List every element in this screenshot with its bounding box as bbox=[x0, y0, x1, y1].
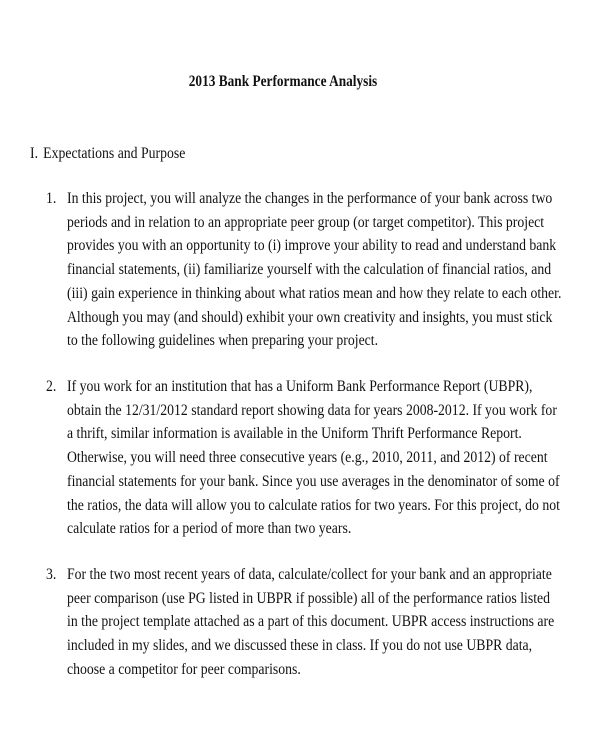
text-line: choose a competitor for peer comparisons. bbox=[67, 660, 301, 678]
list-item-number: 1. bbox=[46, 190, 57, 207]
text-line: (iii) gain experience in thinking about what ratios mean and how they relate to each other. bbox=[67, 284, 562, 302]
section-number: I. bbox=[30, 145, 39, 162]
list-item-number: 2. bbox=[46, 378, 57, 395]
text-line: periods and in relation to an appropriate peer group (or target competitor). This project bbox=[67, 213, 545, 231]
text-line: peer comparison (use PG listed in UBPR if possible) all of the performance ratios listed bbox=[67, 589, 551, 607]
text-line: to the following guidelines when preparing your project. bbox=[67, 332, 379, 350]
document-title: 2013 Bank Performance Analysis bbox=[188, 73, 378, 90]
text-line: financial statements, (ii) familiarize yourself with the calculation of financial ratios, and bbox=[67, 261, 552, 279]
text-line: a thrift, similar information is available in the Uniform Thrift Performance Report. bbox=[67, 425, 522, 443]
text-line: obtain the 12/31/2012 standard report showing data for years 2008-2012. If you work for bbox=[67, 401, 557, 419]
text-line: included in my slides, and we discussed these in class. If you do not use UBPR data, bbox=[67, 637, 533, 655]
list-item-body bbox=[67, 563, 555, 682]
section-heading-text: Expectations and Purpose bbox=[43, 145, 186, 162]
text-line: the ratios, the data will allow you to calculate ratios for two years. For this project, do not bbox=[67, 496, 560, 514]
list-item-number: 3. bbox=[46, 566, 57, 583]
text-line: financial statements for your bank. Since you use averages in the denominator of some of bbox=[67, 472, 560, 490]
text-line: Although you may (and should) exhibit your own creativity and insights, you must stick bbox=[67, 308, 553, 326]
text-line: In this project, you will analyze the changes in the performance of your bank across two bbox=[67, 190, 553, 207]
text-line: Otherwise, you will need three consecutive years (e.g., 2010, 2011, and 2012) of recent bbox=[67, 449, 548, 467]
text-line: in the project template attached as a part of this document. UBPR access instructions are bbox=[67, 613, 555, 631]
text-line: If you work for an institution that has a Uniform Bank Performance Report (UBPR), bbox=[67, 378, 533, 395]
text-line: provides you with an opportunity to (i) improve your ability to read and understand bank bbox=[67, 237, 557, 255]
text-line: calculate ratios for a period of more than two years. bbox=[67, 520, 352, 538]
list-item-body bbox=[67, 375, 560, 541]
section-heading bbox=[30, 145, 185, 163]
list-item-body bbox=[67, 187, 562, 353]
text-line: For the two most recent years of data, calculate/collect for your bank and an appropriate bbox=[67, 566, 552, 583]
